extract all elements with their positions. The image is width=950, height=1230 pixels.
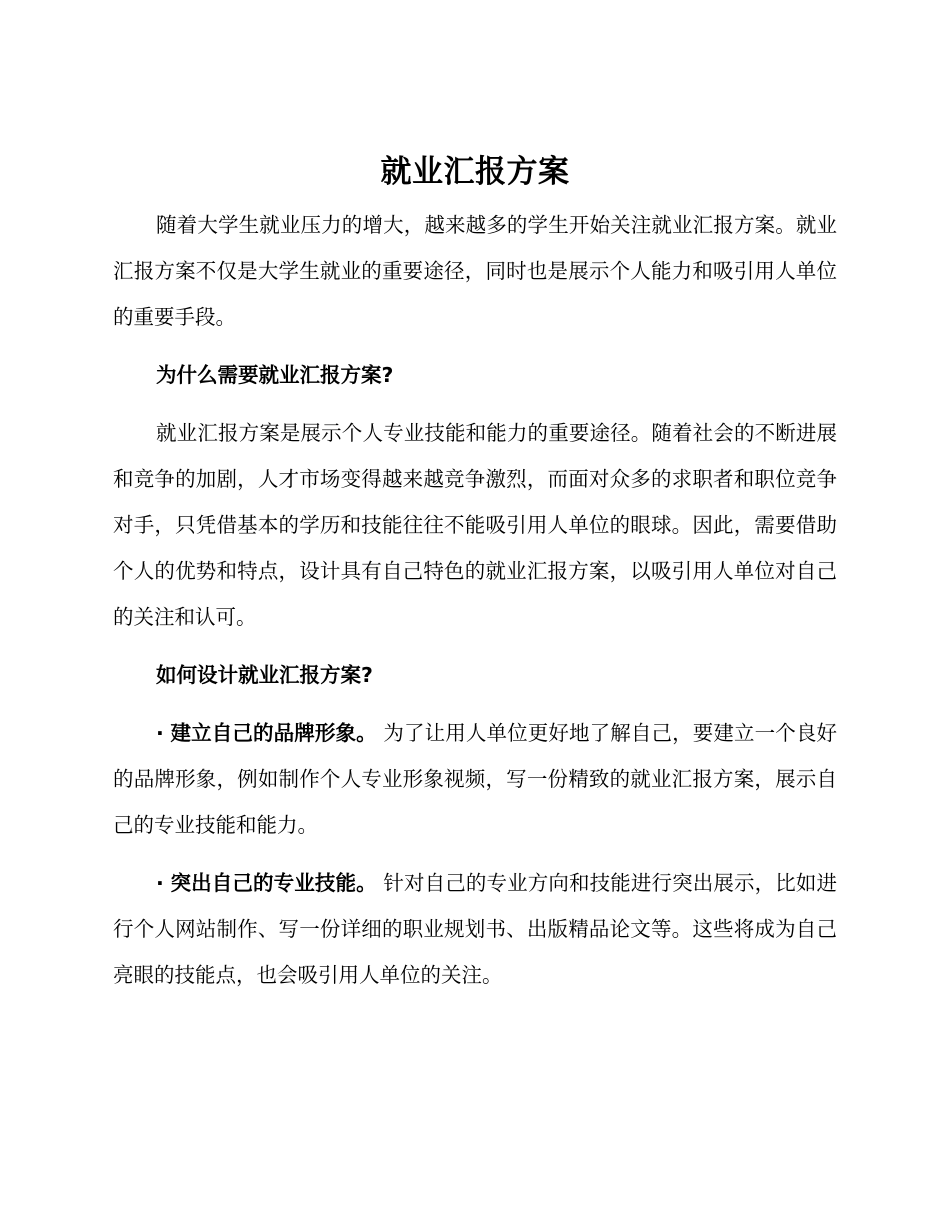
bullet-marker: ·	[156, 871, 164, 895]
document-title: 就业汇报方案	[380, 154, 570, 190]
bullet-text: 针对自己的专业方向和技能进行突出展示，比如进行个人网站制作、写一份详细的职业规划书、出版精品论文等。这些将成为自己亮眼的技能点，也会吸引用人单位的关注。	[113, 871, 838, 987]
bullet-item	[113, 710, 837, 848]
bullet-lead: 突出自己的专业技能。	[170, 871, 377, 895]
bullet-marker: ·	[156, 721, 164, 745]
intro-paragraph: 随着大学生就业压力的增大，越来越多的学生开始关注就业汇报方案。就业汇报方案不仅是大学生就业的重要途径，同时也是展示个人能力和吸引用人单位的重要手段。	[113, 213, 837, 329]
bullet-lead: 建立自己的品牌形象。	[170, 721, 377, 745]
bullet-text: 为了让用人单位更好地了解自己，要建立一个良好的品牌形象，例如制作个人专业形象视频，写一份精致的就业汇报方案，展示自己的专业技能和能力。	[113, 721, 838, 837]
section-heading-how: 如何设计就业汇报方案?	[156, 663, 373, 687]
section-heading-why: 为什么需要就业汇报方案?	[156, 363, 394, 387]
section-body-why: 就业汇报方案是展示个人专业技能和能力的重要途径。随着社会的不断进展和竞争的加剧，人才市场变得越来越竞争激烈，而面对众多的求职者和职位竞争对手，只凭借基本的学历和技能往往不能吸引用人单位的眼球。因此，需要借助个人的优势和特点，设计具有自己特色的就业汇报方案，以吸引用人单位对自己的关注和认可。	[113, 421, 837, 629]
bullet-item	[113, 860, 837, 998]
